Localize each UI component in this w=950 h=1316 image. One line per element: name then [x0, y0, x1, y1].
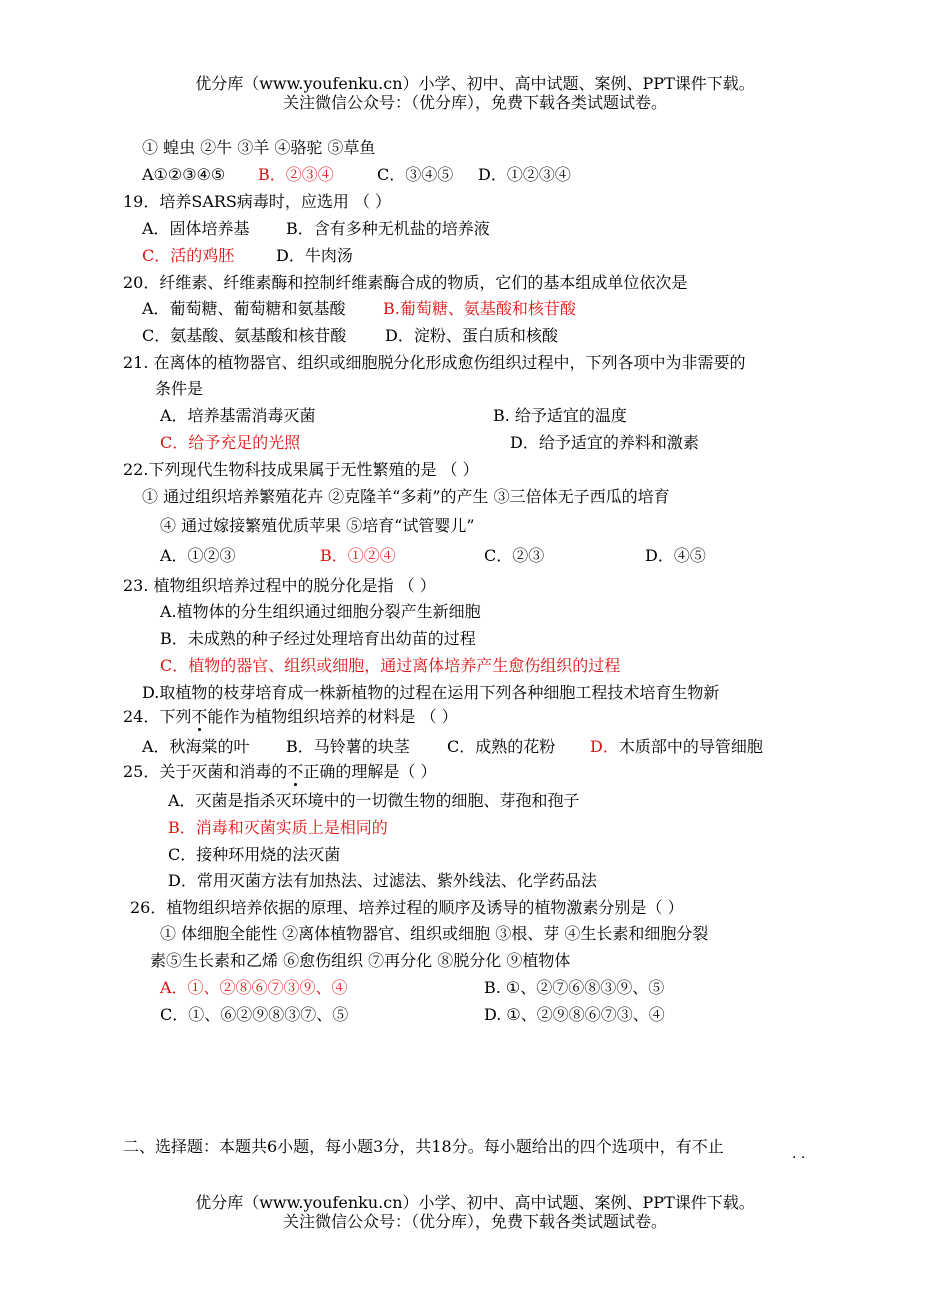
q18-option-a: A①②③④⑤ — [142, 165, 226, 184]
q25-option-b: B．消毒和灭菌实质上是相同的 — [168, 818, 388, 837]
q26-option-d: D. ①、②⑨⑧⑥⑦③、④ — [484, 1005, 665, 1024]
q24-option-c: C．成熟的花粉 — [447, 737, 556, 756]
q23-option-a: A.植物体的分生组织通过细胞分裂产生新细胞 — [160, 602, 481, 621]
q19-option-b: B．含有多种无机盐的培养液 — [286, 219, 490, 238]
q23-option-d: D.取植物的枝芽培育成一株新植物的过程在运用下列各种细胞工程技术培育生物新 — [142, 683, 720, 702]
q26-option-c: C．①、⑥②⑨⑧③⑦、⑤ — [160, 1005, 349, 1024]
q25-option-a: A．灭菌是指杀灭环境中的一切微生物的细胞、芽孢和孢子 — [168, 791, 580, 810]
q22-option-a: A．①②③ — [160, 546, 236, 565]
q22-option-d: D．④⑤ — [645, 546, 706, 565]
q18-option-b: B．②③④ — [258, 165, 334, 184]
page-header-line1: 优分库（www.youfenku.cn）小学、初中、高中试题、案例、PPT课件下载。 — [195, 74, 755, 93]
q24-emphasis-char: 不 — [191, 707, 208, 726]
q24-option-d-text: 木质部中的导管细胞 — [618, 737, 763, 756]
q26-items-line2: 素⑤生长素和乙烯 ⑥愈伤组织 ⑦再分化 ⑧脱分化 ⑨植物体 — [150, 951, 571, 970]
page-footer-line2: 关注微信公众号：（优分库），免费下载各类试题试卷。 — [282, 1212, 667, 1231]
q26-option-a: A．①、②⑧⑥⑦③⑨、④ — [160, 978, 348, 997]
q22-items-line2: ④ 通过嫁接繁殖优质苹果 ⑤培育“试管婴儿” — [160, 516, 475, 535]
q19-stem: 19．培养SARS病毒时，应选用 （ ） — [123, 192, 392, 211]
q18-option-c: C．③④⑤ — [377, 165, 454, 184]
q22-stem: 22.下列现代生物科技成果属于无性繁殖的是 （ ） — [123, 460, 479, 479]
page-header-line2: 关注微信公众号：（优分库），免费下载各类试题试卷。 — [282, 93, 667, 112]
q21-option-b: B. 给予适宜的温度 — [493, 406, 627, 425]
q22-items-line1: ① 通过组织培养繁殖花卉 ②克隆羊“多莉”的产生 ③三倍体无子西瓜的培育 — [142, 487, 670, 506]
emphasis-dots: · · — [792, 1150, 806, 1166]
q26-option-b: B. ①、②⑦⑥⑧③⑨、⑤ — [484, 978, 665, 997]
q25-option-d: D．常用灭菌方法有加热法、过滤法、紫外线法、化学药品法 — [168, 871, 597, 890]
q24-stem-pre: 24．下列 — [123, 707, 192, 726]
q20-option-b: B.葡萄糖、氨基酸和核苷酸 — [383, 299, 576, 318]
q20-stem: 20．纤维素、纤维素酶和控制纤维素酶合成的物质，它们的基本组成单位依次是 — [123, 273, 688, 292]
q25-emphasis-char: 不 — [287, 762, 304, 781]
q23-option-b: B．未成熟的种子经过处理培育出幼苗的过程 — [160, 629, 476, 648]
q24-option-d: D．木质部中的导管细胞 — [590, 737, 763, 756]
q24-option-b: B．马铃薯的块茎 — [286, 737, 410, 756]
q19-option-d: D．牛肉汤 — [276, 246, 353, 265]
q22-option-b: B．①②④ — [320, 546, 396, 565]
page-footer-line1: 优分库（www.youfenku.cn）小学、初中、高中试题、案例、PPT课件下载。 — [195, 1193, 755, 1212]
q21-option-a: A．培养基需消毒灭菌 — [160, 406, 316, 425]
q21-option-c: C．给予充足的光照 — [160, 433, 301, 452]
q25-stem-post: 正确的理解是（ ） — [303, 762, 437, 781]
q25-stem — [123, 762, 436, 782]
q20-option-a: A．葡萄糖、葡萄糖和氨基酸 — [142, 299, 346, 318]
q21-stem-line2: 条件是 — [155, 379, 204, 398]
q18-items: ① 蝗虫 ②牛 ③羊 ④骆驼 ⑤草鱼 — [142, 138, 376, 157]
q25-option-c: C．接种环用烧的法灭菌 — [168, 845, 341, 864]
q25-stem-pre: 25．关于灭菌和消毒的 — [123, 762, 288, 781]
q20-option-d: D．淀粉、蛋白质和核酸 — [385, 326, 558, 345]
q19-option-a: A．固体培养基 — [142, 219, 250, 238]
q21-stem-line1: 21. 在离体的植物器官、组织或细胞脱分化形成愈伤组织过程中，下列各项中为非需要的 — [123, 353, 746, 372]
q18-option-d: D．①②③④ — [478, 165, 571, 184]
q23-option-c: C．植物的器官、组织或细胞，通过离体培养产生愈伤组织的过程 — [160, 656, 621, 675]
q22-option-c: C．②③ — [484, 546, 545, 565]
q20-option-c: C．氨基酸、氨基酸和核苷酸 — [142, 326, 347, 345]
q23-stem: 23. 植物组织培养过程中的脱分化是指 （ ） — [123, 576, 436, 595]
q26-stem: 26．植物组织培养依据的原理、培养过程的顺序及诱导的植物激素分别是（ ） — [130, 898, 684, 917]
q26-items-line1: ① 体细胞全能性 ②离体植物器官、组织或细胞 ③根、芽 ④生长素和细胞分裂 — [160, 924, 709, 943]
section2-heading: 二、选择题：本题共6小题，每小题3分，共18分。每小题给出的四个选项中，有不止 — [123, 1137, 724, 1156]
q21-option-d: D．给予适宜的养料和激素 — [510, 433, 699, 452]
q19-option-c: C．活的鸡胚 — [142, 246, 235, 265]
q24-stem-post: 能作为植物组织培养的材料是 （ ） — [207, 707, 458, 726]
q24-option-a: A．秋海棠的叶 — [142, 737, 250, 756]
q24-stem — [123, 707, 458, 727]
